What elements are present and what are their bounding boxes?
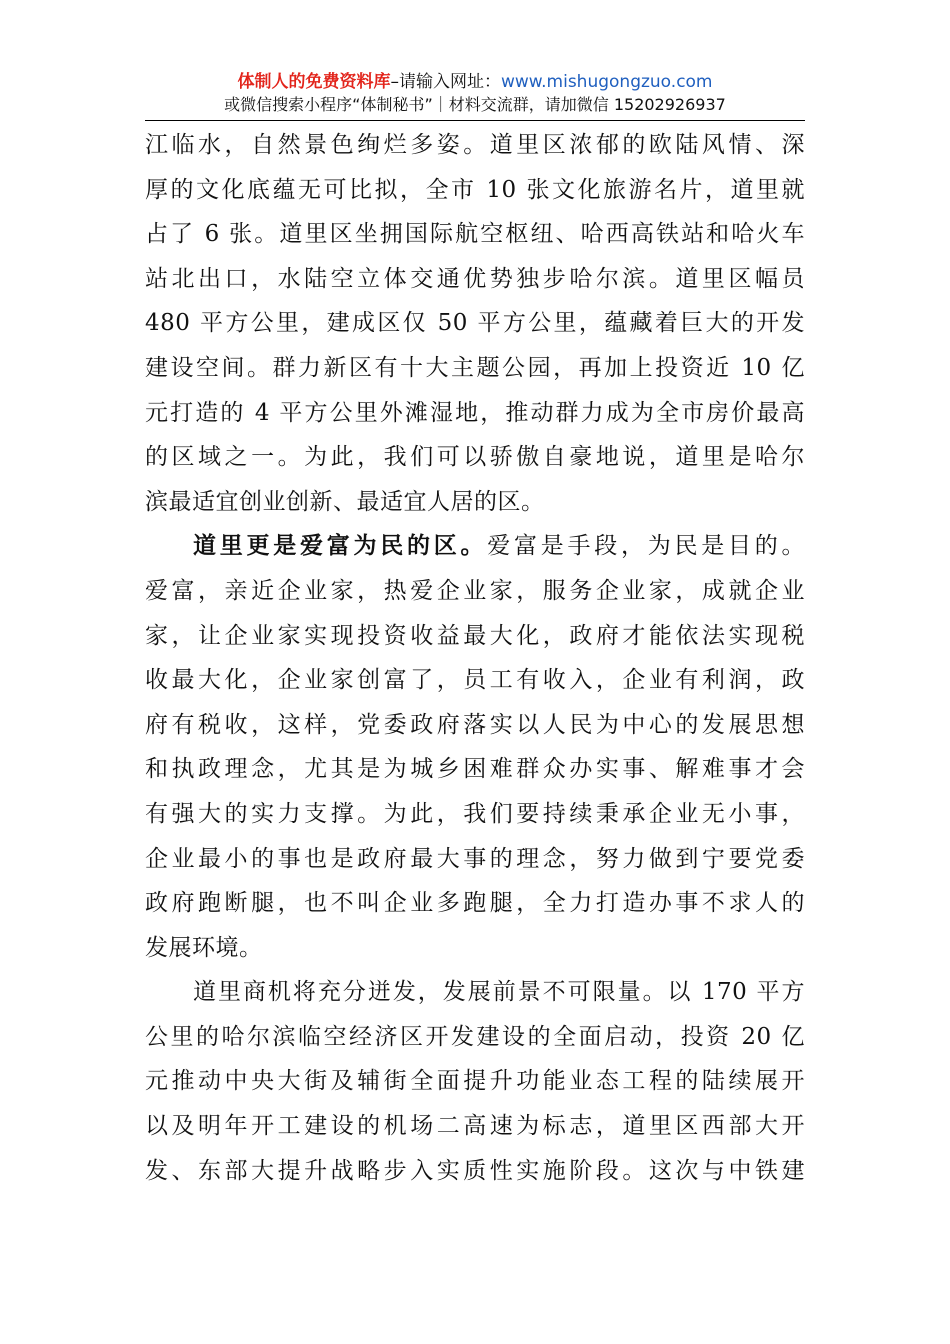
text-line: 府有税收，这样，党委政府落实以人民为中心的发展思想 <box>145 711 805 738</box>
header-divider <box>145 120 805 121</box>
text-line: 的区域之一。为此，我们可以骄傲自豪地说，道里是哈尔 <box>145 444 805 471</box>
paragraph-2 <box>145 524 805 970</box>
header-url-link[interactable]: www.mishugongzuo.com <box>500 72 713 92</box>
text-line: 企业最小的事也是政府最大事的理念，努力做到宁要党委 <box>145 845 805 872</box>
text-line: 收最大化，企业家创富了，员工有收入，企业有利润，政 <box>145 667 805 694</box>
text-line: 发、东部大提升战略步入实质性实施阶段。这次与中铁建 <box>145 1157 805 1184</box>
text-line: 以及明年开工建设的机场二高速为标志，道里区西部大开 <box>145 1113 805 1140</box>
page-header <box>145 70 805 116</box>
text-line: 元推动中央大街及辅街全面提升功能业态工程的陆续展开 <box>145 1068 805 1095</box>
text-line: 家，让企业家实现投资收益最大化，政府才能依法实现税 <box>145 622 805 649</box>
text-line: 公里的哈尔滨临空经济区开发建设的全面启动，投资 20 亿 <box>145 1023 805 1050</box>
paragraph-lead-line <box>145 524 805 569</box>
paragraph-heading: 道里更是爱富为民的区。 <box>193 533 488 560</box>
text-line: 滨最适宜创业创新、最适宜人居的区。 <box>145 488 545 515</box>
text-line: 和执政理念，尤其是为城乡困难群众办实事、解难事才会 <box>145 756 805 783</box>
header-brand: 体制人的免费资料库 <box>237 72 391 92</box>
text-line: 江临水，自然景色绚烂多姿。道里区浓郁的欧陆风情、深 <box>145 132 805 158</box>
header-line-2: 或微信搜索小程序“体制秘书”｜材料交流群，请加微信 15202926937 <box>224 95 726 114</box>
text-line: 政府跑断腿，也不叫企业多跑腿，全力打造办事不求人的 <box>145 890 805 917</box>
paragraph-lead-text: 爱富是手段，为民是目的。 <box>487 533 805 560</box>
text-line: 建设空间。群力新区有十大主题公园，再加上投资近 10 亿 <box>145 354 805 381</box>
text-line: 占了 6 张。道里区坐拥国际航空枢纽、哈西高铁站和哈火车 <box>145 221 805 248</box>
header-url-prompt: –请输入网址： <box>390 72 501 92</box>
text-line: 元打造的 4 平方公里外滩湿地，推动群力成为全市房价最高 <box>145 399 805 426</box>
document-body <box>145 123 805 1193</box>
paragraph-3 <box>145 970 805 1193</box>
text-line: 厚的文化底蕴无可比拟，全市 10 张文化旅游名片，道里就 <box>145 176 805 203</box>
paragraph-lead-line: 道里商机将充分迸发，发展前景不可限量。以 170 平方 <box>193 979 805 1006</box>
text-line: 爱富，亲近企业家，热爱企业家，服务企业家，成就企业 <box>145 577 805 604</box>
paragraph-1 <box>145 123 805 524</box>
header-line-1 <box>145 70 805 94</box>
text-line: 站北出口，水陆空立体交通优势独步哈尔滨。道里区幅员 <box>145 265 805 292</box>
text-line: 480 平方公里，建成区仅 50 平方公里，蕴藏着巨大的开发 <box>145 310 805 337</box>
text-line: 发展环境。 <box>145 934 263 961</box>
text-line: 有强大的实力支撑。为此，我们要持续秉承企业无小事， <box>145 800 805 827</box>
